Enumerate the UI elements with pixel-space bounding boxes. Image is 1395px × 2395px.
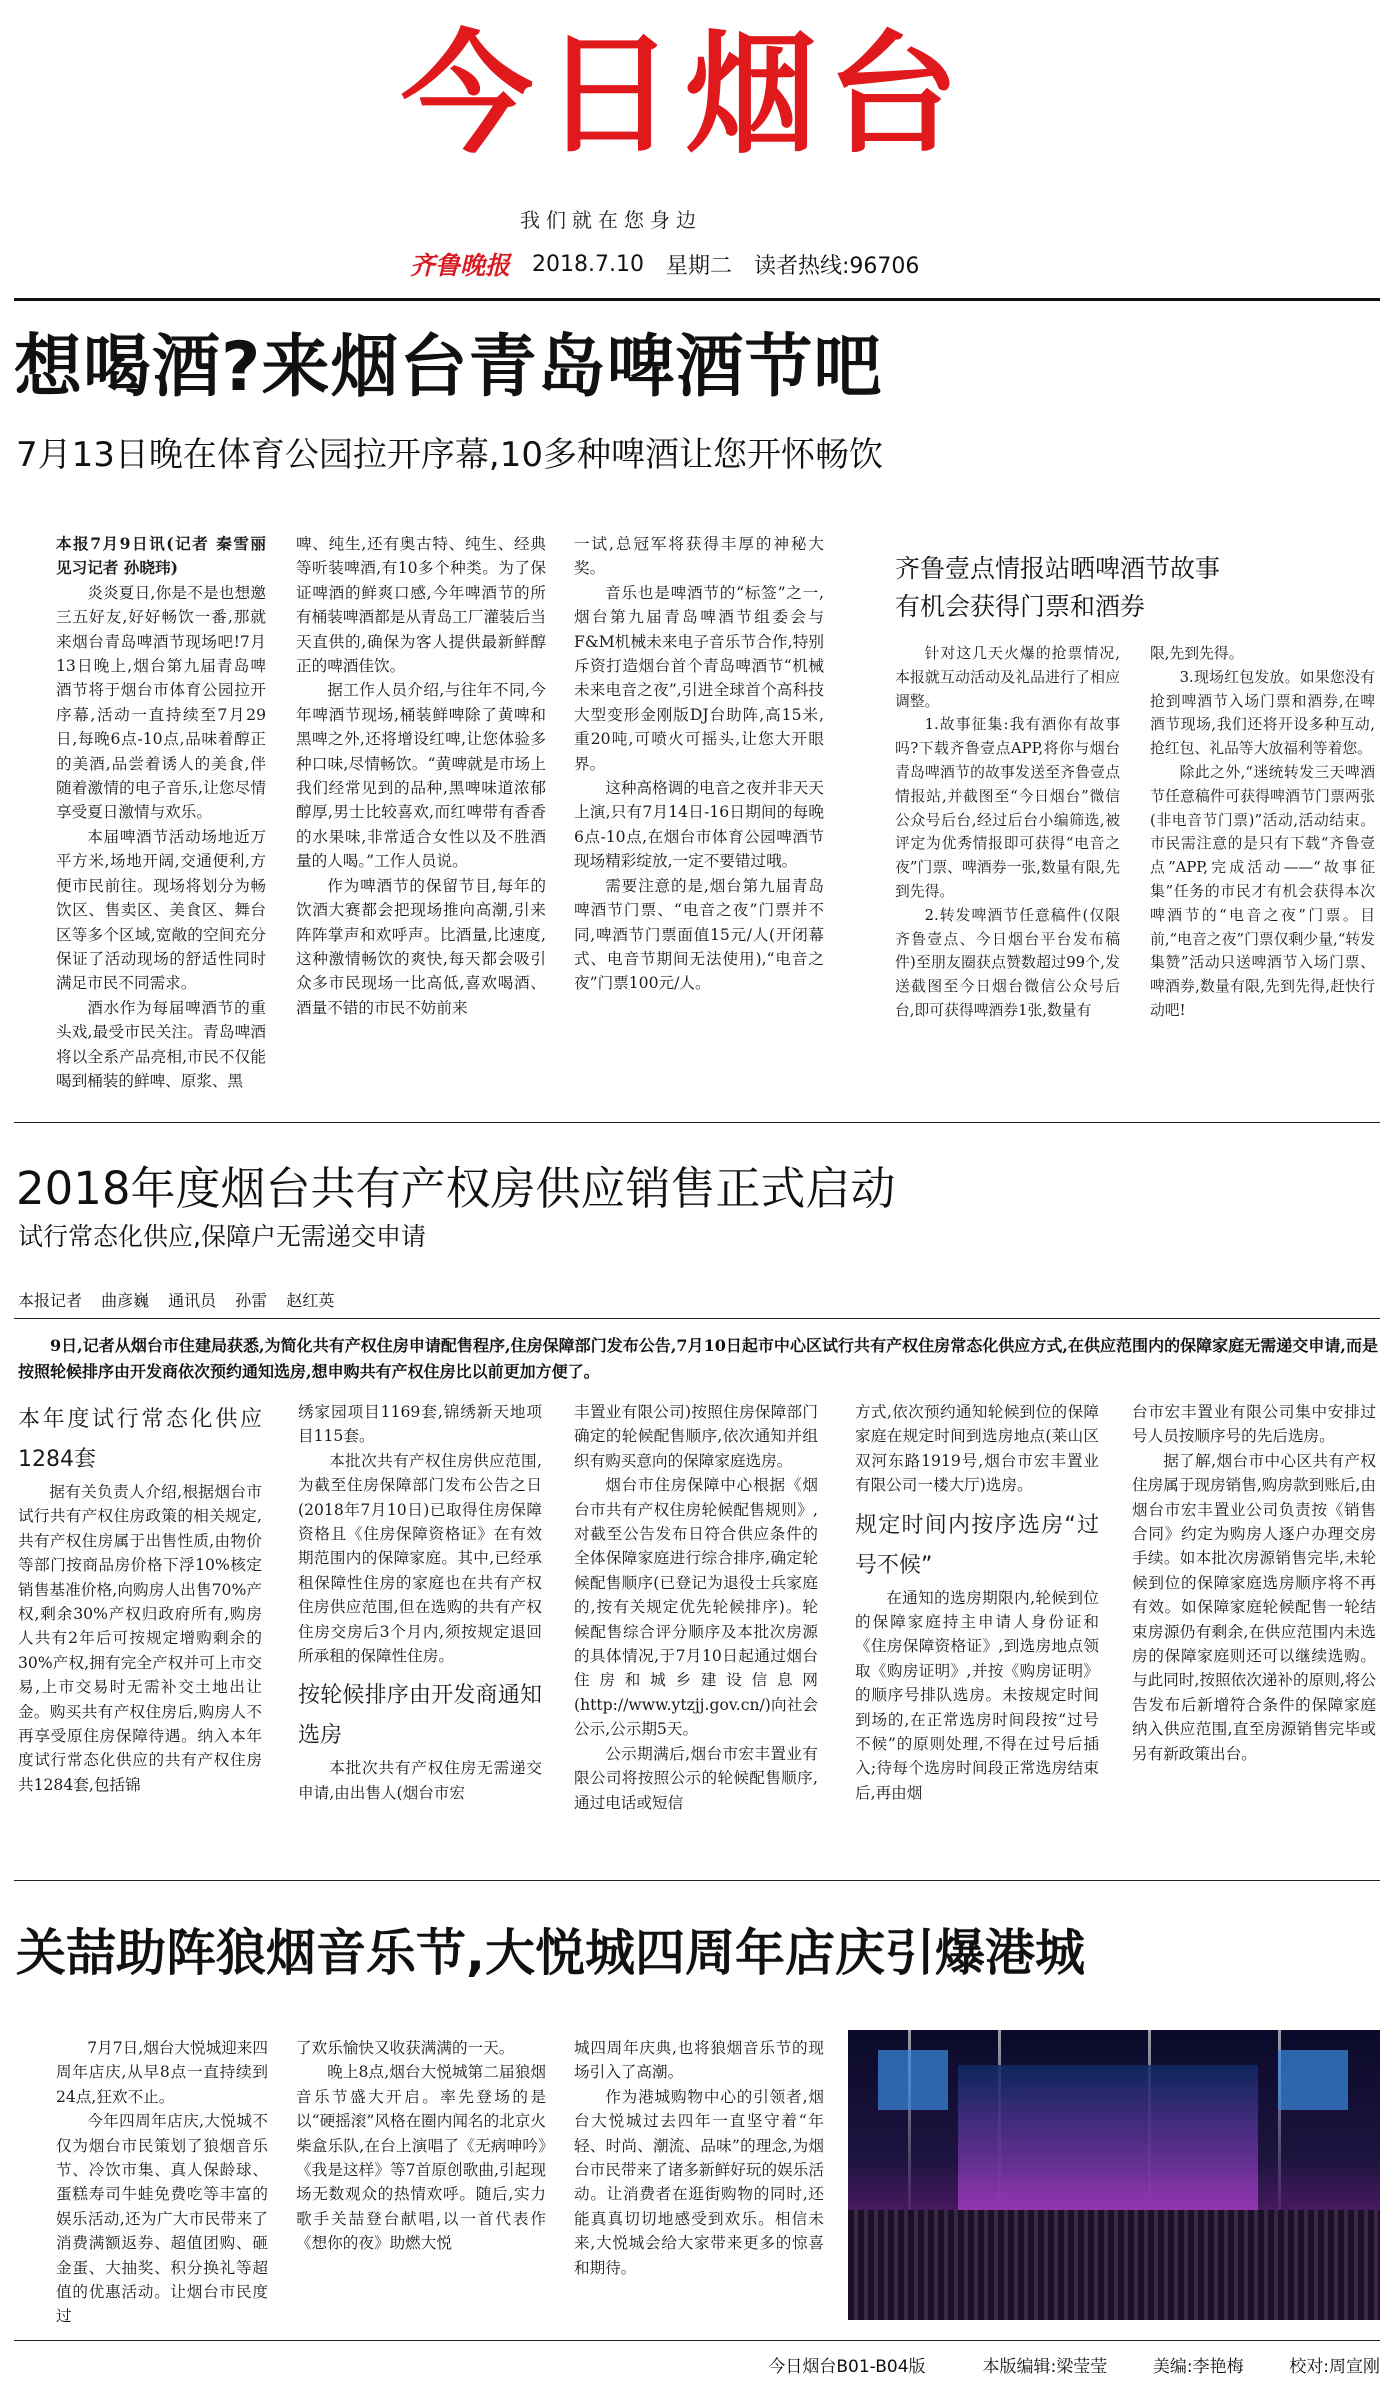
article1-column-3	[574, 532, 824, 1092]
byline-divider	[14, 1318, 1380, 1319]
footer-divider	[14, 2340, 1380, 2341]
concert-stage-photo	[848, 2030, 1380, 2320]
paragraph: 公示期满后,烟台市宏丰置业有限公司将按照公示的轮候配售顺序,通过电话或短信	[574, 1744, 818, 1812]
stage-lights	[958, 2065, 1258, 2215]
reader-hotline: 读者热线:96706	[754, 253, 920, 279]
qilu-evening-news-logo: 齐鲁晚报	[410, 251, 511, 280]
paragraph: 据有关负责人介绍,根据烟台市试行共有产权住房政策的相关规定,共有产权住房属于出售性质,由物价等部门按商品房价格下浮10%核定销售基准价格,向购房人出售70%产权,剩余30%产权归政府所有,购房人共有2年后可按规定增购剩余的30%产权,拥有完全产权并可上市交易,上市交易时无需补交土地出让金。购买共有产权住房后,购房人不再享受原住房保障待遇。纳入本年度试行常态化供应的共有产权住房共1284套,包括锦	[18, 1483, 262, 1794]
paragraph: 晚上8点,烟台大悦城第二届狼烟音乐节盛大开启。率先登场的是以“硬摇滚”风格在圈内闻名的北京火柴盒乐队,在台上演唱了《无病呻吟》《我是这样》等7首原创歌曲,引起现场无数观众的热情欢呼。随后,实力歌手关喆登台献唱,以一首代表作《想你的夜》助燃大悦	[296, 2063, 546, 2253]
paragraph: 方式,依次预约通知轮候到位的保障家庭在规定时间到选房地点(莱山区双河东路1919号,烟台市宏丰置业有限公司一楼大厅)选房。	[855, 1403, 1099, 1495]
paragraph: 3.现场红包发放。如果您没有抢到啤酒节入场门票和酒券,在啤酒节现场,我们还将开设多种互动,抢红包、礼品等大放福利等着您。	[1150, 668, 1375, 758]
article2-column-4	[855, 1400, 1099, 1860]
section-divider	[14, 1122, 1380, 1123]
paragraph: 据了解,烟台市中心区共有产权住房属于现房销售,购房款到账后,由烟台市宏丰置业公司负责按《销售合同》约定为购房人逐户办理交房手续。如本批次房源销售完毕,未轮候到位的保障家庭选房顺序将不再有效。如保障家庭轮候配售一轮结束房源仍有剩余,在供应范围内未选房的保障家庭则还可以继续选购。与此同时,按照依次递补的原则,将公告发布后新增符合条件的保障家庭纳入供应范围,直至房源销售完毕或另有新政策出台。	[1132, 1451, 1376, 1763]
paragraph: 需要注意的是,烟台第九届青岛啤酒节门票、“电音之夜”门票并不同,啤酒节门票面值15元/人(开闭幕式、电音节期间无法使用),“电音之夜”门票100元/人。	[574, 876, 824, 993]
editor-credit: 本版编辑:梁莹莹	[982, 2357, 1108, 2377]
article2-subheadline: 试行常态化供应,保障户无需递交申请	[18, 1222, 426, 1251]
article2-headline: 2018年度烟台共有产权房供应销售正式启动	[16, 1162, 896, 1215]
section-heading: 按轮候排序由开发商通知选房	[298, 1683, 542, 1749]
paragraph: 这种高格调的电音之夜并非天天上演,只有7月14日-16日期间的每晚6点-10点,在烟台市体育公园啤酒节现场精彩绽放,一定不要错过哦。	[574, 779, 824, 871]
article3-column-3	[574, 2036, 824, 2336]
masthead-dateline	[410, 246, 1110, 282]
paragraph: 一试,总冠军将获得丰厚的神秘大奖。	[574, 535, 824, 578]
paragraph: 作为啤酒节的保留节目,每年的饮酒大赛都会把现场推向高潮,引来阵阵掌声和欢呼声。比酒量,比速度,这种激情畅饮的爽快,每天都会吸引众多市民现场一比高低,喜欢喝酒、酒量不错的市民不妨前来	[296, 876, 546, 1017]
masthead-title: 今日烟台	[401, 18, 969, 172]
article3-column-1	[56, 2036, 268, 2336]
section-divider	[14, 1880, 1380, 1881]
paragraph: 炎炎夏日,你是不是也想邀三五好友,好好畅饮一番,那就来烟台青岛啤酒节现场吧!7月13日晚上,烟台第九届青岛啤酒节将于烟台市体育公园拉开序幕,活动一直持续至7月29日,每晚6点-10点,品味着醇正的美酒,品尝着诱人的美食,伴随着激情的电子音乐,让您尽情享受夏日激情与欢乐。	[56, 583, 266, 822]
paragraph: 1.故事征集:我有酒你有故事吗?下载齐鲁壹点APP,将你与烟台青岛啤酒节的故事发送至齐鲁壹点情报站,并截图至“今日烟台”微信公众号后台,经过后台小编筛选,被评定为优秀情报即可获得“电音之夜”门票、啤酒券一张,数量有限,先到先得。	[895, 716, 1120, 900]
edition-label: 今日烟台B01-B04版	[768, 2357, 926, 2377]
paragraph: 本批次共有产权住房无需递交申请,由出售人(烟台市宏	[298, 1759, 542, 1802]
masthead-divider	[14, 298, 1380, 301]
article2-lead	[18, 1333, 1378, 1385]
paragraph: 啤、纯生,还有奥古特、纯生、经典等听装啤酒,有10多个种类。为了保证啤酒的鲜爽口感,今年啤酒节的所有桶装啤酒都是从青岛工厂灌装后当天直供的,确保为客人提供最新鲜醇正的啤酒佳饮。	[296, 535, 546, 676]
section-heading: 本年度试行常态化供应1284套	[18, 1407, 262, 1472]
paragraph: 了欢乐愉快又收获满满的一天。	[296, 2039, 515, 2057]
proof-credit: 校对:周宣刚	[1289, 2357, 1380, 2377]
concert-crowd	[848, 2210, 1380, 2320]
paragraph: 在通知的选房期限内,轮候到位的保障家庭持主申请人身份证和《住房保障资格证》,到选房地点领取《购房证明》,并按《购房证明》的顺序号排队选房。未按规定时间到场的,在正常选房时间段按“过号不候”的原则处理,不得在过号后插入;待每个选房时间段正常选房结束后,再由烟	[855, 1588, 1099, 1802]
paragraph: 据工作人员介绍,与往年不同,今年啤酒节现场,桶装鲜啤除了黄啤和黑啤之外,还将增设红啤,让您体验多种口味,尽情畅饮。“黄啤就是市场上我们经常见到的品种,黑啤味道浓郁醇厚,男士比较喜欢,而红啤带有香香的水果味,非常适合女性以及不胜酒量的人喝。”工作人员说。	[296, 681, 546, 871]
section-heading: 规定时间内按序选房“过号不候”	[855, 1512, 1099, 1578]
paragraph: 除此之外,“迷统转发三天啤酒节任意稿件可获得啤酒节门票两张(非电音节门票)”活动,活动结束。市民需注意的是只有下载“齐鲁壹点”APP,完成活动——“故事征集”任务的市民才有机会获得本次啤酒节的“电音之夜”门票。目前,“电音之夜”门票仅剩少量,“转发集赞”活动只送啤酒节入场门票、啤酒券,数量有限,先到先得,赶快行动吧!	[1150, 763, 1375, 1019]
article1-byline: 本报7月9日讯(记者 秦雪丽 见习记者 孙晓玮)	[56, 534, 266, 578]
paragraph: 绣家园项目1169套,锦绣新天地项目115套。	[298, 1403, 542, 1446]
sidebox-headline-line1: 齐鲁壹点情报站晒啤酒节故事	[895, 554, 1221, 583]
paragraph: 本届啤酒节活动场地近万平方米,场地开阔,交通便利,方便市民前往。现场将划分为畅饮区、售卖区、美食区、舞台区等多个区域,宽敞的空间充分保证了活动现场的舒适性同时满足市民不同需求。	[56, 827, 266, 993]
paragraph: 针对这几天火爆的抢票情况,本报就互动活动及礼品进行了相应调整。	[895, 645, 1120, 710]
paragraph: 丰置业有限公司)按照住房保障部门确定的轮候配售顺序,依次通知并组织有购买意向的保障家庭选房。	[574, 1403, 818, 1470]
paragraph: 作为港城购物中心的引领者,烟台大悦城过去四年一直坚守着“年轻、时尚、潮流、品味”的理念,为烟台市民带来了诸多新鲜好玩的娱乐活动。让消费者在逛街购物的同时,还能真真切切地感受到欢乐。相信未来,大悦城会给大家带来更多的惊喜和期待。	[574, 2087, 824, 2277]
paragraph: 7月7日,烟台大悦城迎来四周年店庆,从早8点一直持续到24点,狂欢不止。	[56, 2039, 268, 2106]
article2-column-1	[18, 1400, 262, 1860]
article3-column-2	[296, 2036, 546, 2336]
sidebox-column-1	[895, 642, 1120, 1092]
article3-headline: 关喆助阵狼烟音乐节,大悦城四周年店庆引爆港城	[16, 1924, 1085, 1982]
paragraph: 音乐也是啤酒节的“标签”之一,烟台第九届青岛啤酒节组委会与F&M机械未来电子音乐节合作,特别斥资打造烟台首个青岛啤酒节“机械未来电音之夜”,引进全球首个高科技大型变形金刚版DJ台助阵,高15米,重20吨,可喷火可摇头,让您大开眼界。	[574, 583, 824, 773]
article2-column-2	[298, 1400, 542, 1860]
sidebox-headline	[895, 550, 1335, 626]
sidebox-column-2	[1150, 642, 1375, 1092]
article2-column-5	[1132, 1400, 1376, 1860]
article2-byline: 本报记者 曲彦巍 通讯员 孙雷 赵红英	[18, 1291, 335, 1310]
paragraph: 城四周年庆典,也将狼烟音乐节的现场引入了高潮。	[574, 2039, 824, 2082]
paragraph: 限,先到先得。	[1150, 645, 1244, 662]
paragraph: 本批次共有产权住房供应范围,为截至住房保障部门发布公告之日(2018年7月10日)已取得住房保障资格且《住房保障资格证》在有效期范围内的保障家庭。其中,已经承租保障性住房的家庭也在共有产权住房供应范围,但在选购的共有产权住房交房后3个月内,须按规定退回所承租的保障性住房。	[298, 1451, 542, 1666]
lead-paragraph: 9日,记者从烟台市住建局获悉,为简化共有产权住房申请配售程序,住房保障部门发布公告,7月10日起市中心区试行共有产权住房常态化供应方式,在供应范围内的保障家庭无需递交申请,而是按照轮候排序由开发商依次预约通知选房,想申购共有产权住房比以前更加方便了。	[18, 1336, 1378, 1381]
article1-subheadline: 7月13日晚在体育公园拉开序幕,10多种啤酒让您开怀畅饮	[16, 435, 883, 475]
paragraph: 烟台市住房保障中心根据《烟台市共有产权住房轮候配售规则》,对截至公告发布日符合供应条件的全体保障家庭进行综合排序,确定轮候配售顺序(已登记为退役士兵家庭的,按有关规定优先轮候排序)。轮候配售综合评分顺序及本批次房源的具体情况,于7月10日起通过烟台住房和城乡建设信息网(http://www.ytzjj.gov.cn/)向社会公示,公示期5天。	[574, 1476, 818, 1739]
page-footer	[14, 2352, 1380, 2377]
paragraph: 台市宏丰置业有限公司集中安排过号人员按顺序号的先后选房。	[1132, 1403, 1376, 1446]
art-credit: 美编:李艳梅	[1152, 2357, 1244, 2377]
sidebox-headline-line2: 有机会获得门票和酒券	[895, 592, 1146, 621]
article1-column-2	[296, 532, 546, 1092]
paragraph: 2.转发啤酒节任意稿件(仅限齐鲁壹点、今日烟台平台发布稿件)至朋友圈获点赞数超过99个,发送截图至今日烟台微信公众号后台,即可获得啤酒券1张,数量有	[895, 906, 1120, 1019]
paragraph: 今年四周年店庆,大悦城不仅为烟台市民策划了狼烟音乐节、冷饮市集、真人保龄球、蛋糕寿司牛蛙免费吃等丰富的娱乐活动,还为广大市民带来了消费满额返券、超值团购、砸金蛋、大抽奖、积分换礼等超值的优惠活动。让烟台市民度过	[56, 2112, 268, 2326]
masthead-slogan: 我们就在您身边	[520, 208, 702, 232]
article1-column-1	[56, 532, 266, 1092]
issue-date: 2018.7.10	[532, 251, 644, 277]
paragraph: 酒水作为每届啤酒节的重头戏,最受市民关注。青岛啤酒将以全系产品亮相,市民不仅能喝到桶装的鲜啤、原浆、黑	[56, 998, 266, 1090]
article2-column-3	[574, 1400, 818, 1860]
article1-headline: 想喝酒?来烟台青岛啤酒节吧	[14, 328, 883, 407]
issue-weekday: 星期二	[665, 253, 732, 279]
